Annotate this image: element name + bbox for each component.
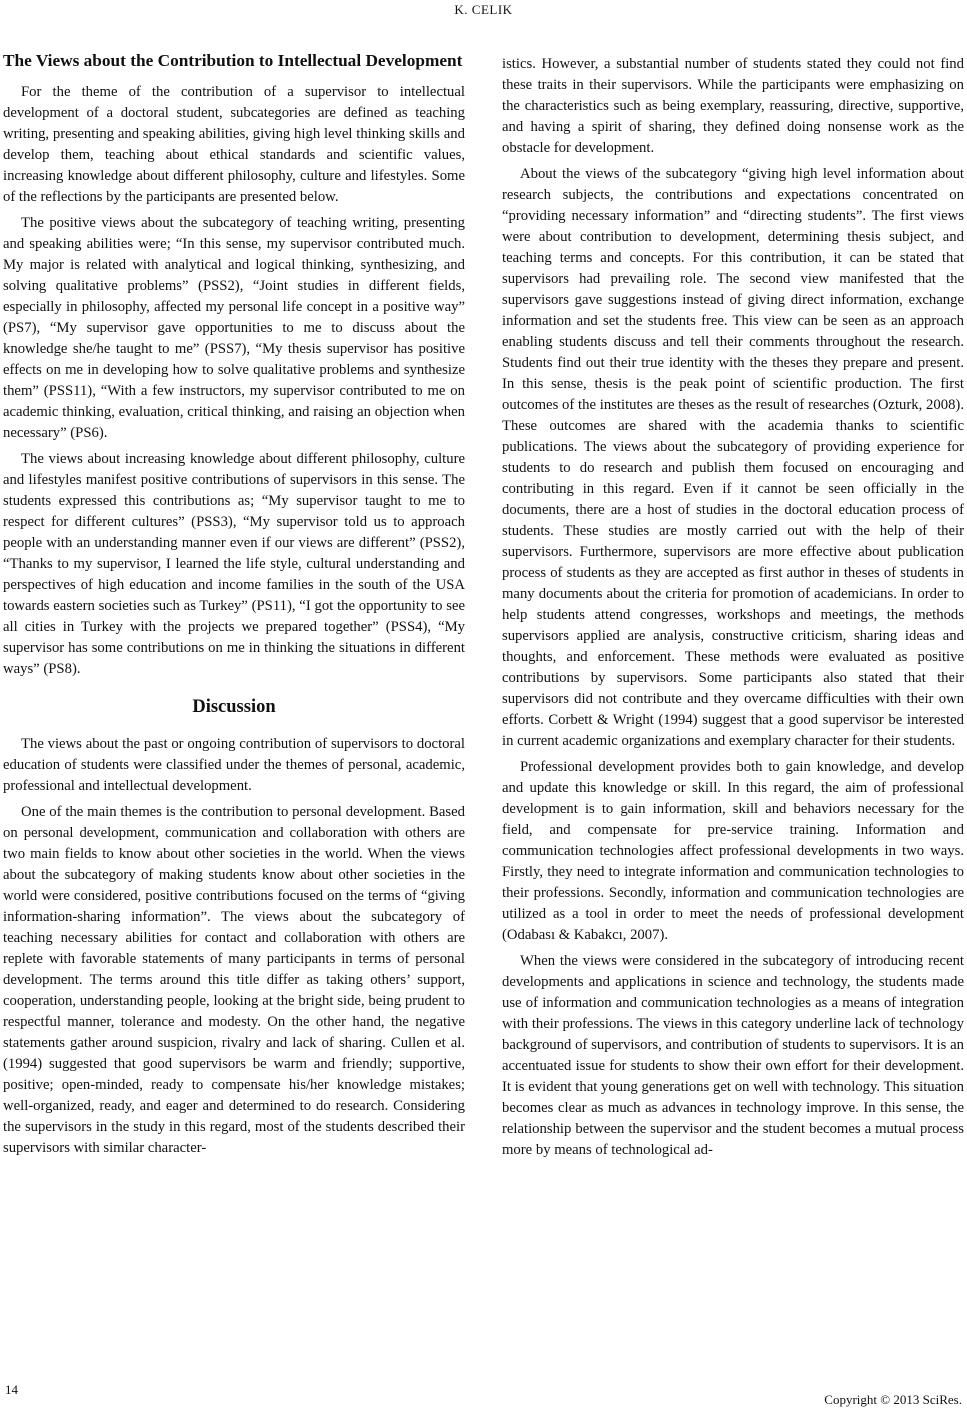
right-column <box>502 54 964 1166</box>
left-column <box>3 50 465 1164</box>
paragraph: istics. However, a substantial number of students stated they could not find these traits in their supervisors. While the participants were emphasizing on the characteristics such as being exemplary, reassuring, directive, supportive, and having a spirit of sharing, they defined doing nonsense work as the obstacle for development. <box>502 56 964 156</box>
copyright-notice: Copyright © 2013 SciRes. <box>824 1392 962 1407</box>
section-heading-intellectual-development: The Views about the Contribution to Intellectual Development <box>3 51 463 70</box>
running-head: K. CELIK <box>454 2 513 17</box>
paragraph: When the views were considered in the subcategory of introducing recent developments and applications in science and technology, the students made use of information and communication technologies as a means of integration with their professions. The views in this category underline lack of technology background of supervisors, and contribution of students to supervisors. It is an accentuated issue for students to show their own effort for their development. It is evident that young generations get on well with technology. This situation becomes clear as much as advances in technology improve. In this sense, the relationship between the supervisor and the student becomes a mutual process more by means of technological ad- <box>502 953 964 1158</box>
paragraph: One of the main themes is the contribution to personal development. Based on personal development, communication and collaboration with others are two main fields to know about other societies in the world. When the views about the subcategory of making students know about other societies in the world were considered, positive contributions focused on the terms of “giving information-sharing information”. The views about the subcategory of teaching necessary abilities for contact and collaboration with others are replete with favorable statements of many participants in terms of personal development. The terms around this title differ as taking others’ support, cooperation, understanding people, looking at the bright side, being prudent to respectful manner, tolerance and modesty. On the other hand, the negative statements gather around suspicion, rivalry and lack of sharing. Cullen et al. (1994) suggested that good supervisors be warm and friendly; supportive, positive; open-minded, ready to compensate his/her knowledge mistakes; well-organized, ready, and eager and determined to do research. Considering the supervisors in the study in this regard, most of the students described their supervisors with similar character- <box>3 804 465 1156</box>
paragraph: The views about the past or ongoing contribution of supervisors to doctoral education of students were classified under the themes of personal, academic, professional and intellectual development. <box>3 736 465 794</box>
paragraph: About the views of the subcategory “giving high level information about research subjects, the contributions and expectations concentrated on “providing necessary information” and “directing students”. The first views were about contribution to development, determining thesis subject, and teaching terms and concepts. For this contribution, it can be stated that supervisors had prevailing role. The second view manifested that the supervisors gave suggestions instead of giving direct information, exchange information and set the students free. This view can be seen as an approach enabling students discuss and tell their comments throughout the research. Students find out their true identity with the theses they prepare and present. In this sense, thesis is the peak point of scientific production. The first outcomes of the institutes are theses as the result of researches (Ozturk, 2008). These outcomes are shared with the academia thanks to scientific publications. The views about the subcategory of providing experience for students to do research and publish them focused on encouraging and contributing in this regard. Even if it cannot be seen officially in the documents, there are a host of studies in the doctoral education process of students. These studies are mostly carried out with the help of their supervisors. Furthermore, supervisors are more effective about publication process of students as they are accepted as first author in theses of students in many documents about the criteria for promotion of academicians. In order to help students attend congresses, workshops and meetings, the methods supervisors applied are analysis, constructive criticism, sharing ideas and thoughts, and enforcement. These methods were evaluated as positive contributions by supervisors. Some participants also stated that their supervisors did not contribute and they overcame difficulties with their own efforts. Corbett & Wright (1994) suggest that a good supervisor be interested in current academic organizations and exemplary character for their students. <box>502 166 964 749</box>
page-number: 14 <box>5 1382 18 1397</box>
discussion-heading: Discussion <box>192 697 276 717</box>
paragraph: Professional development provides both to gain knowledge, and develop and update this knowledge or skill. In this regard, the aim of professional development is to gain information, skill and behaviors necessary for the field, and compensate for pre-service training. Information and communication technologies affect professional developments in two ways. Firstly, they need to integrate information and communication technologies to their professions. Secondly, information and communication technologies are utilized as a tool in order to meet the needs of professional development (Odabası & Kabakcı, 2007). <box>502 759 964 943</box>
paragraph: For the theme of the contribution of a supervisor to intellectual development of a doctoral student, subcategories are defined as teaching writing, presenting and speaking abilities, giving high level thinking skills and develop them, teaching about ethical standards and scientific values, increasing knowledge about different philosophy, culture and lifestyles. Some of the reflections by the participants are presented below. <box>3 84 465 205</box>
paragraph: The views about increasing knowledge about different philosophy, culture and lifestyles manifest positive contributions of supervisors in this sense. The students expressed this contributions as; “My supervisor taught to me to respect for different cultures” (PSS3), “My supervisor told us to approach people with an understanding manner even if our views are different” (PSS2), “Thanks to my supervisor, I learned the life style, cultural understanding and perspectives of high education and income families in the south of the USA towards eastern societies such as Turkey” (PS11), “I got the opportunity to see all cities in Turkey with the projects we prepared together” (PSS4), “My supervisor has some contributions on me in thinking the situations in different ways” (PS8). <box>3 451 465 677</box>
paragraph: The positive views about the subcategory of teaching writing, presenting and speaking abilities were; “In this sense, my supervisor contributed much. My major is related with analytical and logical thinking, synthesizing, and solving qualitative problems” (PSS2), “Joint studies in different fields, especially in philosophy, affected my personal life concept in a positive way” (PS7), “My supervisor gave opportunities to me to discuss about the knowledge she/he taught to me” (PSS7), “My thesis supervisor has positive effects on me in developing how to solve qualitative problems and synthesize them” (PSS11), “With a few instructors, my supervisor contributed to me on academic thinking, evaluation, critical thinking, and raising an objection when necessary” (PS6). <box>3 215 465 441</box>
